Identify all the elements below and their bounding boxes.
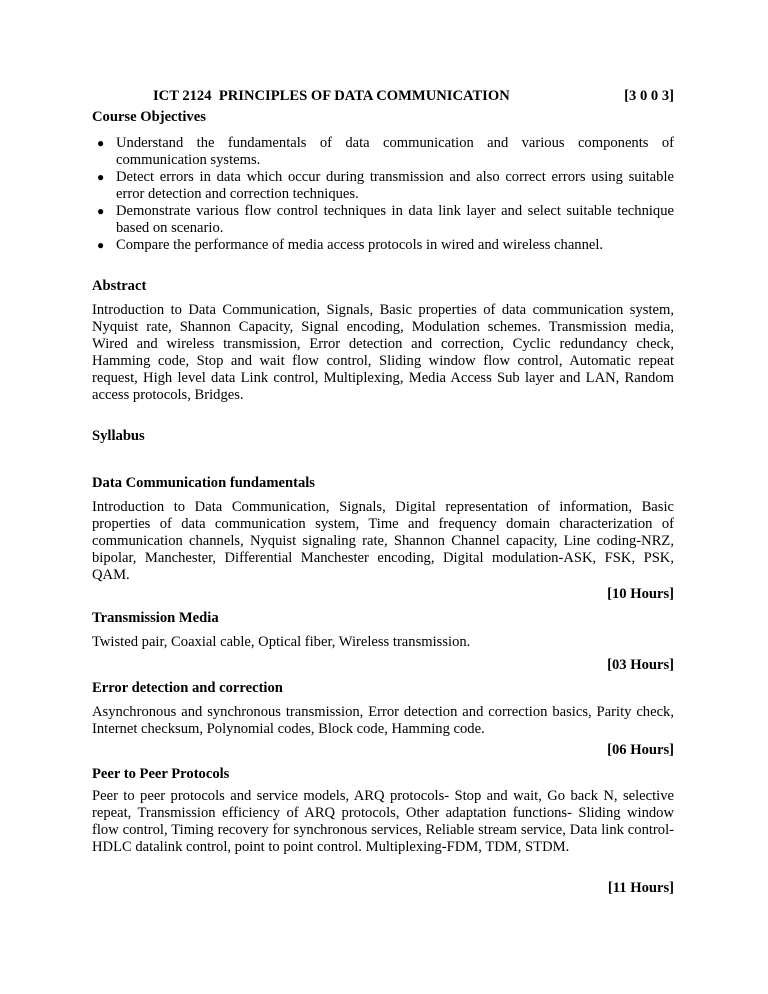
bullet-icon: ● bbox=[97, 170, 105, 184]
unit-hours: [06 Hours] bbox=[607, 742, 674, 758]
abstract-heading: Abstract bbox=[92, 278, 147, 294]
bullet-icon: ● bbox=[97, 238, 105, 252]
unit-hours: [10 Hours] bbox=[607, 586, 674, 602]
unit-heading: Transmission Media bbox=[92, 610, 219, 626]
objective-item: ● Understand the fundamentals of data communication and various components of communication systems. bbox=[97, 135, 674, 168]
objective-item: ● Compare the performance of media access protocols in wired and wireless channel. bbox=[97, 237, 604, 253]
bullet-icon: ● bbox=[97, 204, 105, 218]
unit-text: Asynchronous and synchronous transmission, Error detection and correction basics, Parity check, Internet checksum, Polynomial codes, Block code, Hamming code. bbox=[92, 704, 674, 737]
course-title-row bbox=[92, 88, 674, 106]
bullet-icon: ● bbox=[97, 136, 105, 150]
unit-hours: [11 Hours] bbox=[607, 880, 674, 896]
unit-heading: Peer to Peer Protocols bbox=[92, 766, 230, 782]
syllabus-heading: Syllabus bbox=[92, 428, 145, 444]
unit-heading: Error detection and correction bbox=[92, 680, 283, 696]
unit-text: Peer to peer protocols and service models, ARQ protocols- Stop and wait, Go back N, selective repeat, Transmission efficiency of ARQ protocols, Other adaptation functions- Sliding window flow control, Timing recovery for synchronous services, Reliable stream service, Data link control- HDLC datalink control, point to point control. Multiplexing-FDM, TDM, STDM. bbox=[92, 788, 674, 855]
abstract-text: Introduction to Data Communication, Signals, Basic properties of data communication system, Nyquist rate, Shannon Capacity, Signal encoding, Modulation schemes. Transmission media, Wired and wireless transmission, Error detection and correction, Cyclic redundancy check, Hamming code, Stop and wait flow control, Sliding window flow control, Automatic repeat request, High level data Link control, Multiplexing, Media Access Sub layer and LAN, Random access protocols, Bridges. bbox=[92, 302, 674, 403]
course-title: ICT 2124 PRINCIPLES OF DATA COMMUNICATION bbox=[153, 88, 510, 104]
course-credits: [3 0 0 3] bbox=[624, 88, 674, 104]
unit-text: Introduction to Data Communication, Signals, Digital representation of information, Basic properties of data communication system, Time and frequency domain characterization of communication channels, Nyquist signaling rate, Shannon Channel capacity, Line coding-NRZ, bipolar, Manchester, Differential Manchester encoding, Digital modulation-ASK, FSK, PSK, QAM. bbox=[92, 499, 674, 583]
unit-text: Twisted pair, Coaxial cable, Optical fiber, Wireless transmission. bbox=[92, 634, 471, 650]
objectives-heading: Course Objectives bbox=[92, 109, 206, 125]
objective-item: ● Demonstrate various flow control techniques in data link layer and select suitable technique based on scenario. bbox=[97, 203, 674, 236]
unit-heading: Data Communication fundamentals bbox=[92, 475, 315, 491]
objective-item: ● Detect errors in data which occur during transmission and also correct errors using suitable error detection and correction techniques. bbox=[97, 169, 674, 202]
objectives-list bbox=[92, 135, 674, 254]
unit-hours: [03 Hours] bbox=[607, 657, 674, 673]
